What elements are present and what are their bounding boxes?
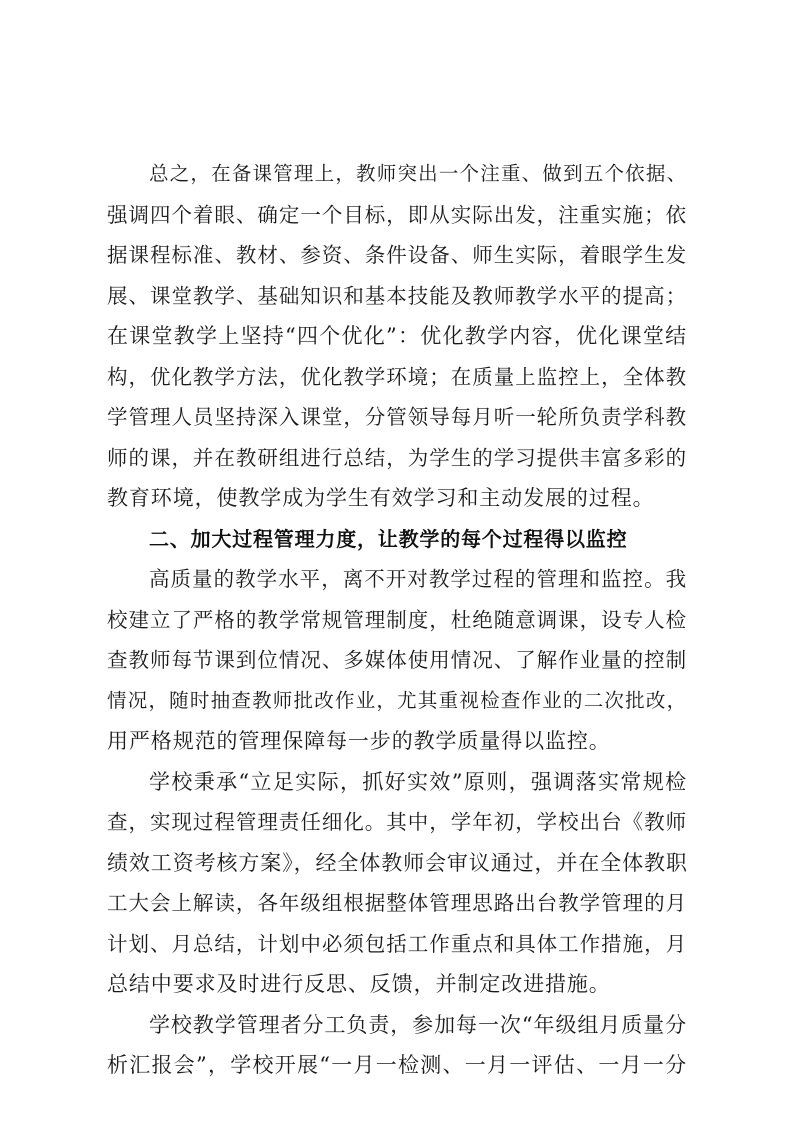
paragraph-2-line-1: 高质量的教学水平，离不开对教学过程的管理和监控。我 [149, 567, 687, 591]
paragraph-4-line-2: 析汇报会”，学校开展“一月一检测、一月一评估、一月一分 [107, 1053, 687, 1077]
paragraph-2-line-4: 情况，随时抽查教师批改作业，尤其重视检查作业的二次批改， [107, 689, 687, 712]
paragraph-3-line-4: 工大会上解读，各年级组根据整体管理思路出台教学管理的月 [107, 891, 687, 915]
paragraph-2-line-5: 用严格规范的管理保障每一步的教学质量得以监控。 [107, 729, 611, 753]
paragraph-3-line-1: 学校秉承“立足实际，抓好实效”原则，强调落实常规检 [149, 770, 687, 794]
paragraph-1-line-5: 在课堂教学上坚持“四个优化”：优化教学内容，优化课堂结 [107, 324, 687, 348]
paragraph-4-line-1: 学校教学管理者分工负责，参加每一次“年级组月质量分 [149, 1013, 687, 1037]
paragraph-3-line-5: 计划、月总结，计划中必须包括工作重点和具体工作措施，月 [107, 932, 687, 956]
paragraph-2-line-3: 查教师每节课到位情况、多媒体使用情况、了解作业量的控制 [107, 648, 687, 672]
paragraph-1-line-1: 总之，在备课管理上，教师突出一个注重、做到五个依据、 [149, 162, 687, 185]
paragraph-1-line-4: 展、课堂教学、基础知识和基本技能及教师教学水平的提高； [107, 284, 687, 308]
paragraph-3-line-2: 查，实现过程管理责任细化。其中，学年初，学校出台《教师 [107, 810, 687, 834]
paragraph-1-line-8: 师的课，并在教研组进行总结，为学生的学习提供丰富多彩的 [107, 446, 687, 470]
paragraph-1-line-7: 学管理人员坚持深入课堂，分管领导每月听一轮所负责学科教 [107, 405, 687, 429]
paragraph-2-line-2: 校建立了严格的教学常规管理制度，杜绝随意调课，设专人检 [107, 608, 687, 632]
paragraph-1-line-2: 强调四个着眼、确定一个目标，即从实际出发，注重实施；依 [107, 203, 687, 227]
section-heading: 二、加大过程管理力度，让教学的每个过程得以监控 [149, 527, 628, 551]
paragraph-3-line-6: 总结中要求及时进行反思、反馈，并制定改进措施。 [107, 972, 611, 996]
paragraph-3-line-3: 绩效工资考核方案》，经全体教师会审议通过，并在全体教职 [107, 851, 688, 875]
paragraph-1-line-3: 据课程标准、教材、参资、条件设备、师生实际，着眼学生发 [107, 243, 687, 267]
paragraph-1-line-9: 教育环境，使教学成为学生有效学习和主动发展的过程。 [107, 486, 655, 510]
paragraph-1-line-6: 构，优化教学方法，优化教学环境；在质量上监控上，全体教 [107, 365, 687, 389]
